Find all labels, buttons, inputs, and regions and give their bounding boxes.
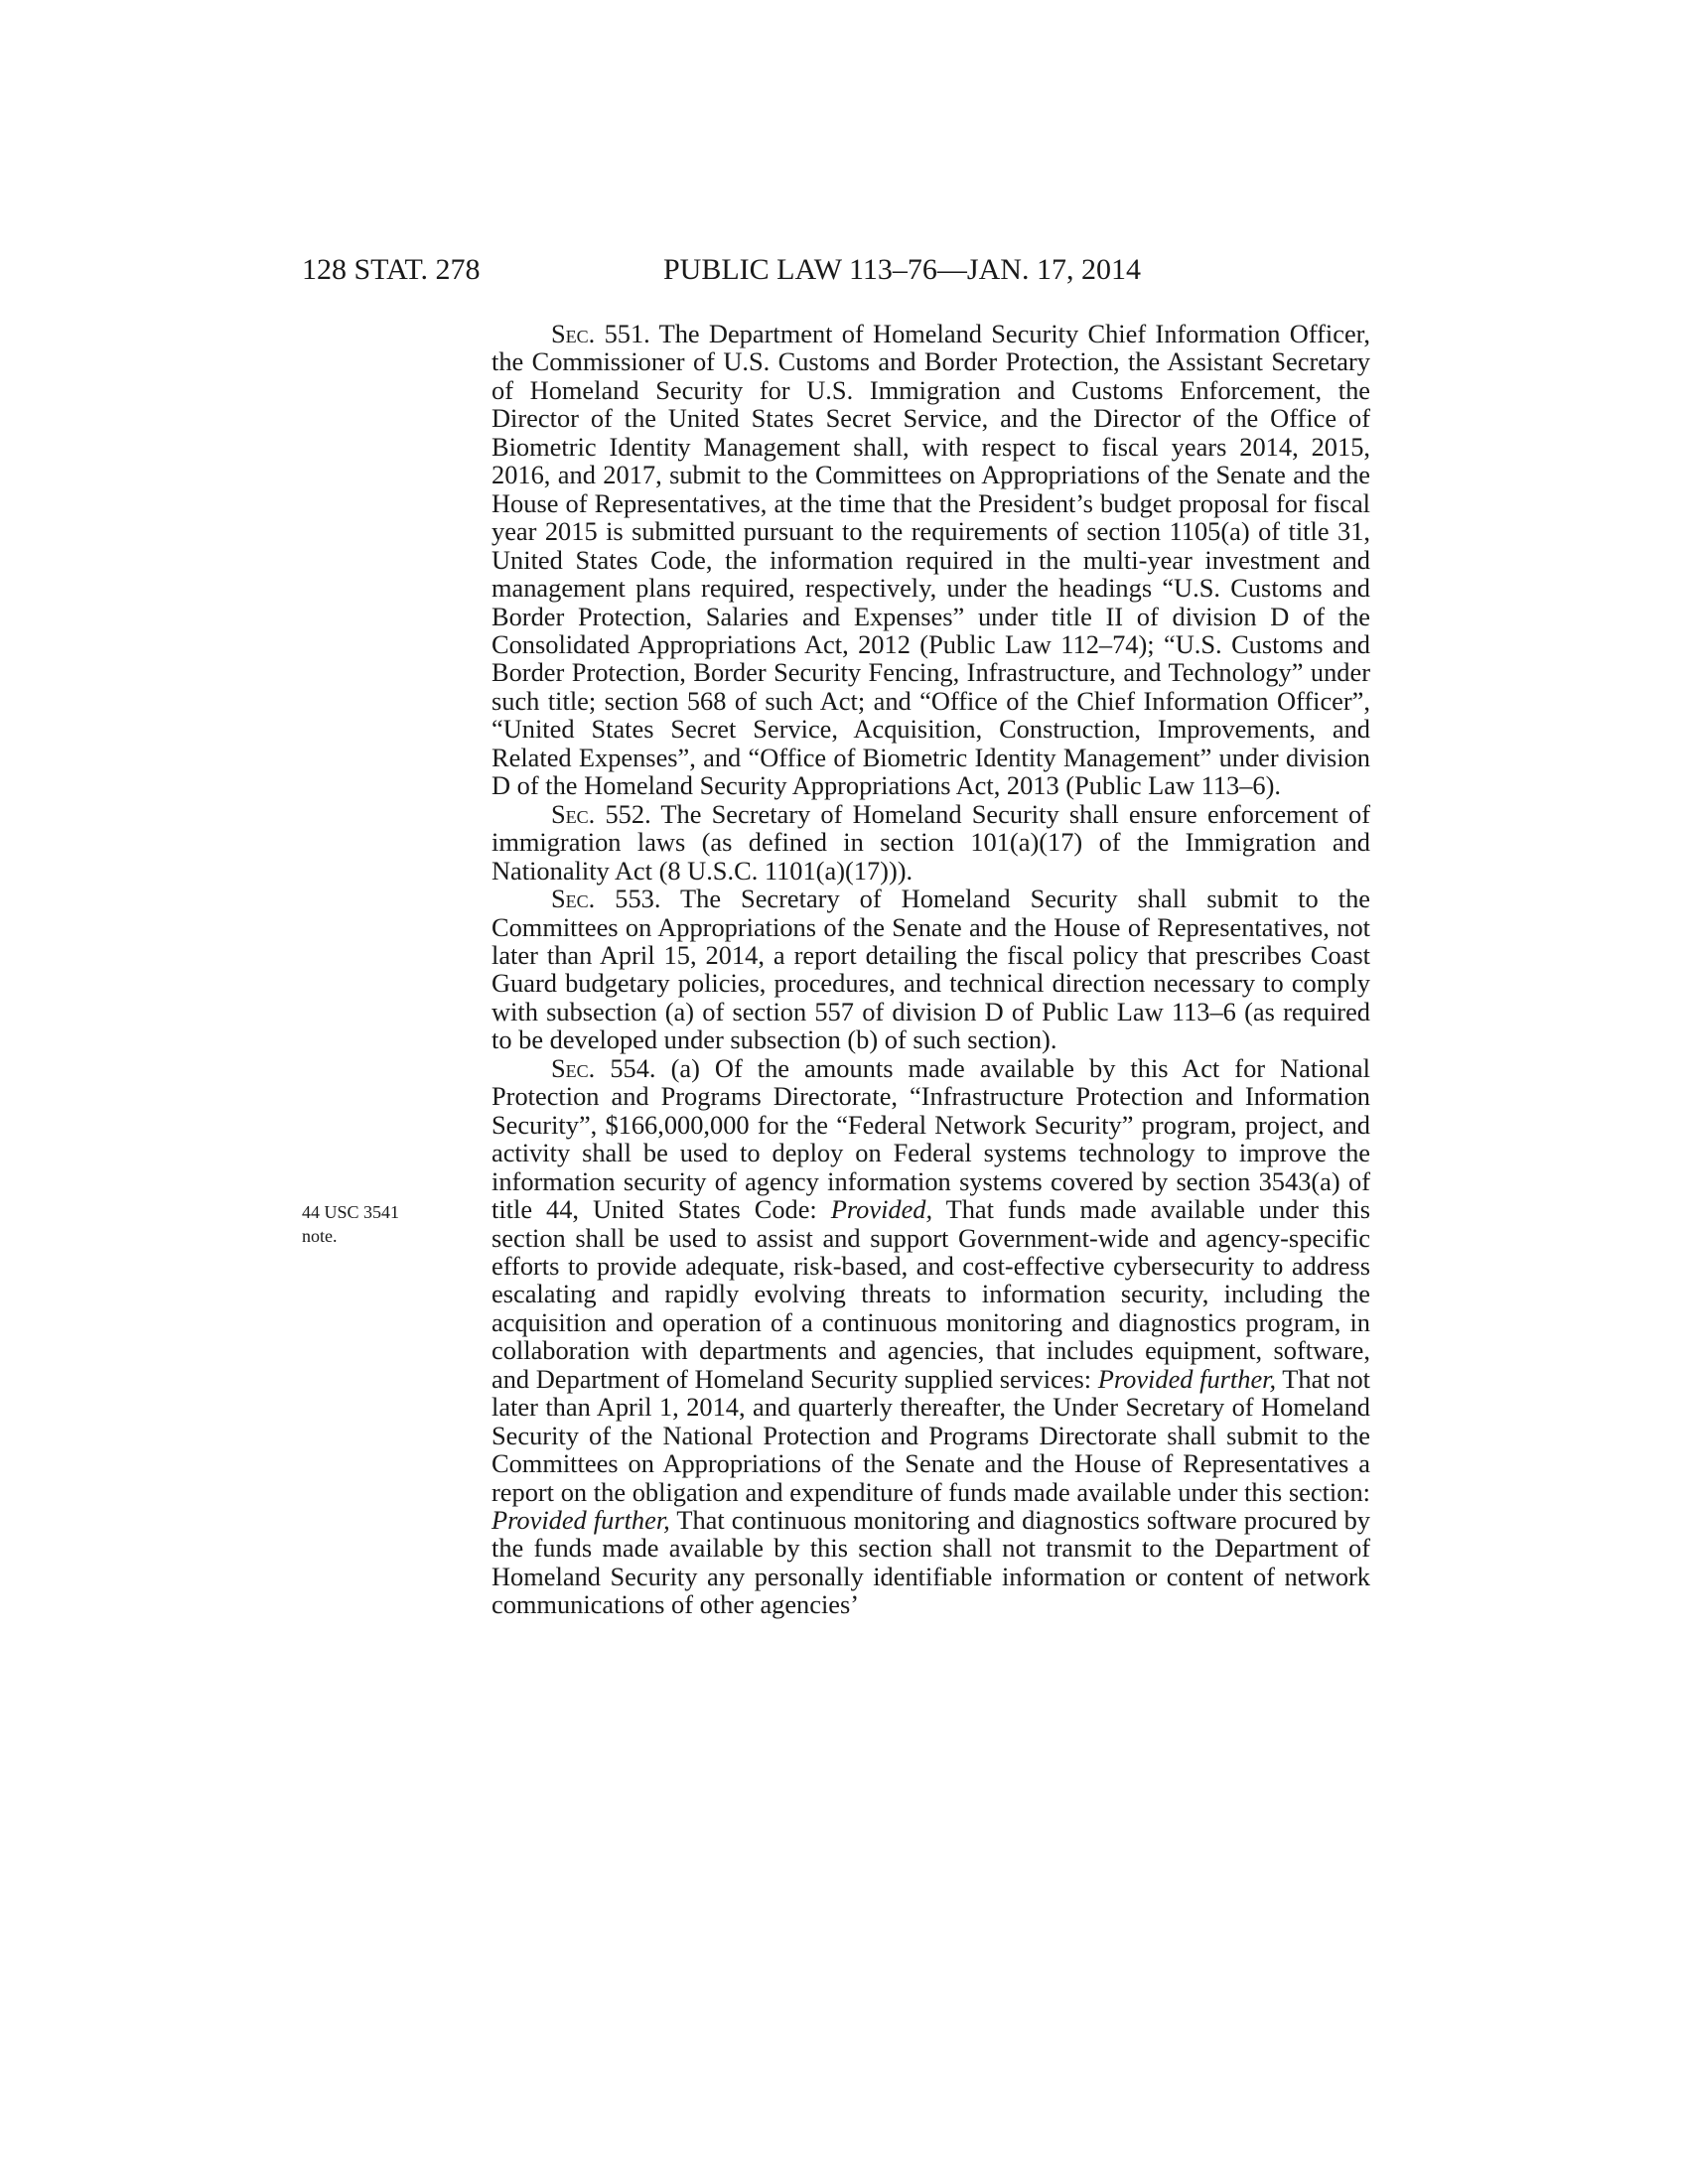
section-text-part-4: That continuous monitoring and diagnostics software procured by the funds made available by this section shall not transmit to the Department of Homeland Security any personally identifiable information or content of network communications of other agencies’ bbox=[492, 1505, 1370, 1620]
body-text bbox=[492, 320, 1370, 1619]
section-553 bbox=[492, 885, 1370, 1054]
section-label: Sec. bbox=[551, 319, 596, 348]
section-number: 552. bbox=[605, 798, 651, 829]
stat-citation: 128 STAT. 278 bbox=[302, 253, 481, 286]
section-number: 551. bbox=[604, 319, 650, 348]
section-number: 554. bbox=[610, 1052, 656, 1083]
section-text: The Department of Homeland Security Chief Information Officer, the Commissioner of U.S. Customs and Border Protection, the Assistant Secretary of Homeland Security for U.S. Immigration and Customs Enforcement, the Director of the United States Secret Service, and the Director of the Office of Biometric Identity Management shall, with respect to fiscal years 2014, 2015, 2016, and 2017, submit to the Committees on Appropriations of the Senate and the House of Representatives, at the time that the President’s budget proposal for fiscal year 2015 is submitted pursuant to the requirements of section 1105(a) of title 31, United States Code, the information required in the multi-year investment and management plans required, respectively, under the headings “U.S. Customs and Border Protection, Salaries and Expenses” under title II of division D of the Consolidated Appropriations Act, 2012 (Public Law 112–74); “U.S. Customs and Border Protection, Border Security Fencing, Infrastructure, and Technology” under such title; section 568 of such Act; and “Office of the Chief Information Officer”, “United States Secret Service, Acquisition, Construction, Improvements, and Related Expenses”, and “Office of Biometric Identity Management” under division D of the Homeland Security Appropriations Act, 2013 (Public Law 113–6). bbox=[492, 319, 1370, 801]
section-text: The Secretary of Homeland Security shall submit to the Committees on Appropriations of the Senate and the House of Representatives, not later than April 15, 2014, a report detailing the fiscal policy that prescribes Coast Guard budgetary policies, procedures, and technical direction necessary to comply with subsection (a) of section 557 of division D of Public Law 113–6 (as required to be developed under subsection (b) of such section). bbox=[492, 884, 1370, 1055]
section-554 bbox=[492, 1054, 1370, 1619]
section-text-part-2: That funds made available under this section shall be used to assist and support Government-wide and agency-specific efforts to provide adequate, risk-based, and cost-effective cybersecurity to address escalating and rapidly evolving threats to information security, including the acquisition and operation of a continuous monitoring and diagnostics program, in collaboration with departments and agencies, that includes equipment, software, and Department of Homeland Security supplied services: bbox=[492, 1194, 1370, 1394]
proviso-provided-further: Provided further, bbox=[1097, 1363, 1277, 1394]
margin-note-suffix: note. bbox=[302, 1226, 338, 1246]
public-law-citation: PUBLIC LAW 113–76—JAN. 17, 2014 bbox=[663, 253, 1141, 286]
proviso-provided: Provided, bbox=[830, 1194, 933, 1225]
section-label: Sec. bbox=[551, 798, 596, 829]
section-number: 553. bbox=[615, 884, 661, 914]
margin-note-code: 44 USC 3541 bbox=[302, 1202, 400, 1222]
section-label: Sec. bbox=[551, 884, 596, 914]
margin-note bbox=[302, 1200, 461, 1248]
running-header bbox=[0, 250, 1688, 290]
section-text-part-3: That not later than April 1, 2014, and quarterly thereafter, the Under Secretary of Homeland Security of the National Protection and Programs Directorate shall submit to the Committees on Appropriations of the Senate and the House of Representatives a report on the obligation and expenditure of funds made available under this section: bbox=[492, 1363, 1370, 1507]
section-text-part-1: (a) Of the amounts made available by this Act for National Protection and Programs Directorate, “Infrastructure Protection and Information Security”, $166,000,000 for the “Federal Network Security” program, project, and activity shall be used to deploy on Federal systems technology to improve the information security of agency information systems covered by section 3543(a) of title 44, United States Code: bbox=[492, 1052, 1370, 1225]
section-text: The Secretary of Homeland Security shall ensure enforcement of immigration laws (as defined in section 101(a)(17) of the Immigration and Nationality Act (8 U.S.C. 1101(a)(17))). bbox=[492, 798, 1371, 886]
section-label: Sec. bbox=[551, 1052, 596, 1083]
section-552 bbox=[492, 800, 1370, 885]
section-551 bbox=[492, 320, 1370, 800]
proviso-provided-further: Provided further, bbox=[492, 1505, 670, 1536]
